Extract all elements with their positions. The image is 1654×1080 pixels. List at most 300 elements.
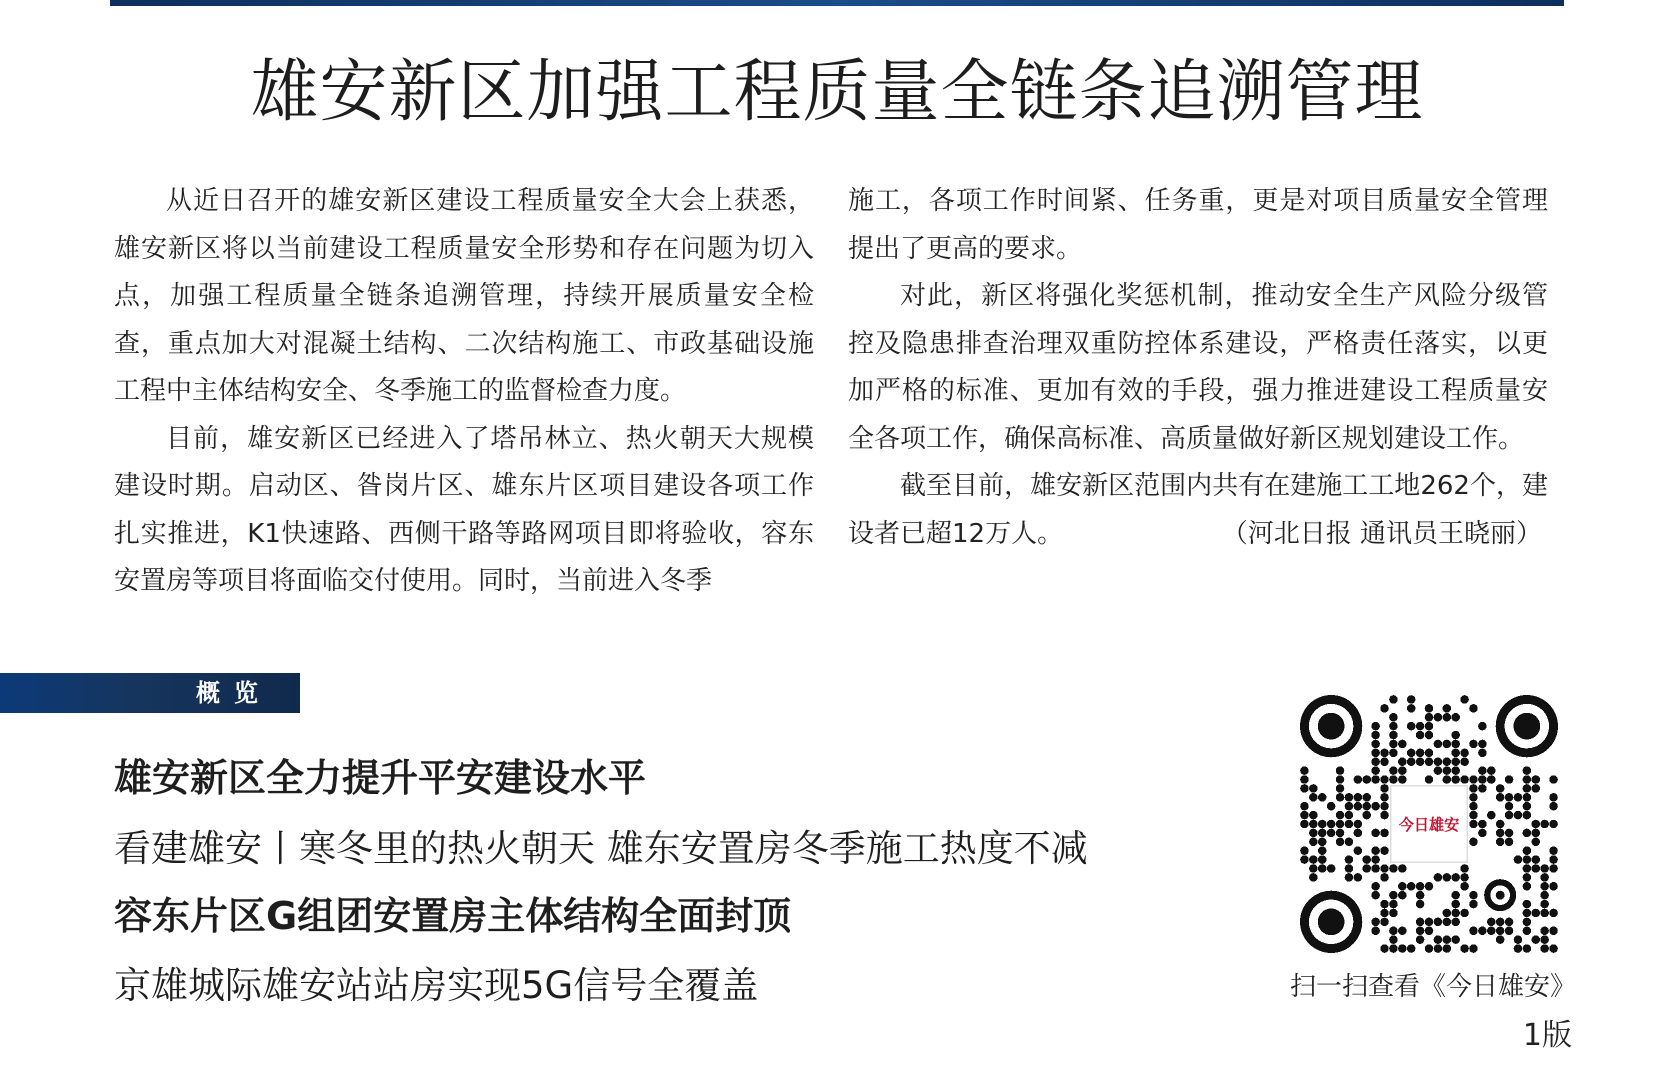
qr-module <box>1318 864 1327 873</box>
overview-link-3[interactable]: 容东片区G组团安置房主体结构全面封顶 <box>114 894 792 938</box>
qr-module <box>1380 802 1389 811</box>
qr-module <box>1389 944 1398 953</box>
qr-module <box>1416 891 1425 900</box>
qr-module <box>1469 793 1478 802</box>
qr-module <box>1478 784 1487 793</box>
qr-module <box>1434 713 1443 722</box>
overview-link-4[interactable]: 京雄城际雄安站站房实现5G信号全覆盖 <box>114 964 759 1007</box>
qr-module <box>1318 855 1327 864</box>
qr-module <box>1549 775 1558 784</box>
qr-module <box>1309 820 1318 829</box>
top-rule <box>110 0 1564 6</box>
qr-module <box>1540 909 1549 918</box>
qr-module <box>1523 900 1532 909</box>
qr-module <box>1345 793 1354 802</box>
qr-module <box>1380 784 1389 793</box>
qr-module <box>1354 802 1363 811</box>
qr-module <box>1540 944 1549 953</box>
qr-module <box>1354 873 1363 882</box>
qr-module <box>1416 900 1425 909</box>
qr-module <box>1309 864 1318 873</box>
qr-module <box>1451 757 1460 766</box>
qr-module <box>1443 704 1452 713</box>
qr-module <box>1425 722 1434 731</box>
qr-module <box>1451 900 1460 909</box>
qr-module <box>1300 855 1309 864</box>
paragraph: 目前，雄安新区已经进入了塔吊林立、热火朝天大规模建设时期。启动区、昝岗片区、雄东片区项目建设各项工作扎实推进，K1快速路、西侧干路等路网项目即将验收，容东安置房等项目将面临交付使用。同时，当前进入冬季 <box>114 423 814 596</box>
qr-module <box>1505 811 1514 820</box>
qr-module <box>1318 846 1327 855</box>
qr-module <box>1318 829 1327 838</box>
qr-module <box>1398 926 1407 935</box>
qr-module <box>1407 882 1416 891</box>
qr-module <box>1540 864 1549 873</box>
qr-module <box>1531 855 1540 864</box>
qr-module <box>1309 793 1318 802</box>
qr-module <box>1407 749 1416 758</box>
qr-module <box>1478 775 1487 784</box>
qr-module <box>1380 793 1389 802</box>
qr-module <box>1523 846 1532 855</box>
qr-logo-text: 今日雄安 <box>1398 816 1460 835</box>
qr-module <box>1389 713 1398 722</box>
qr-module <box>1496 784 1505 793</box>
qr-module <box>1389 775 1398 784</box>
qr-module <box>1371 891 1380 900</box>
qr-module <box>1380 900 1389 909</box>
qr-module <box>1389 864 1398 873</box>
qr-module <box>1318 820 1327 829</box>
qr-module <box>1460 775 1469 784</box>
qr-module <box>1469 802 1478 811</box>
qr-finder-top-left <box>1300 695 1362 757</box>
qr-module <box>1309 855 1318 864</box>
qr-module <box>1380 811 1389 820</box>
qr-module <box>1443 909 1452 918</box>
qr-module <box>1354 829 1363 838</box>
paragraph: 施工，各项工作时间紧、任务重，更是对项目质量安全管理提出了更高的要求。 <box>848 186 1548 264</box>
qr-module <box>1549 855 1558 864</box>
qr-module <box>1434 757 1443 766</box>
qr-module <box>1451 731 1460 740</box>
qr-module <box>1398 864 1407 873</box>
qr-module <box>1540 873 1549 882</box>
qr-module <box>1523 855 1532 864</box>
qr-module <box>1540 935 1549 944</box>
qr-module <box>1487 775 1496 784</box>
qr-module <box>1478 766 1487 775</box>
qr-module <box>1434 935 1443 944</box>
qr-module <box>1416 926 1425 935</box>
qr-module <box>1496 829 1505 838</box>
qr-module <box>1505 793 1514 802</box>
qr-module <box>1416 935 1425 944</box>
qr-module <box>1523 909 1532 918</box>
qr-module <box>1460 882 1469 891</box>
qr-module <box>1327 829 1336 838</box>
qr-module <box>1327 820 1336 829</box>
qr-module <box>1398 757 1407 766</box>
qr-module <box>1523 784 1532 793</box>
qr-module <box>1451 740 1460 749</box>
qr-module <box>1451 918 1460 927</box>
qr-module <box>1451 775 1460 784</box>
qr-module <box>1371 855 1380 864</box>
qr-caption: 扫一扫查看《今日雄安》 <box>1289 972 1576 1002</box>
qr-module <box>1443 766 1452 775</box>
qr-module <box>1336 766 1345 775</box>
qr-module <box>1549 864 1558 873</box>
qr-module <box>1540 900 1549 909</box>
qr-module <box>1407 944 1416 953</box>
qr-module <box>1345 838 1354 847</box>
qr-module <box>1505 838 1514 847</box>
qr-module <box>1531 829 1540 838</box>
qr-code[interactable] <box>1300 695 1558 953</box>
qr-module <box>1531 775 1540 784</box>
qr-finder-top-right <box>1496 695 1558 757</box>
qr-module <box>1354 846 1363 855</box>
qr-module <box>1434 944 1443 953</box>
qr-module <box>1389 900 1398 909</box>
qr-module <box>1523 766 1532 775</box>
qr-module <box>1327 864 1336 873</box>
qr-module <box>1451 713 1460 722</box>
qr-module <box>1434 766 1443 775</box>
qr-module <box>1451 891 1460 900</box>
article-column-right <box>848 178 1548 558</box>
qr-module <box>1309 829 1318 838</box>
qr-module <box>1460 695 1469 704</box>
qr-module <box>1300 820 1309 829</box>
qr-module <box>1469 704 1478 713</box>
qr-module <box>1531 909 1540 918</box>
qr-module <box>1469 926 1478 935</box>
overview-link-1[interactable]: 雄安新区全力提升平安建设水平 <box>114 756 647 800</box>
qr-module <box>1523 829 1532 838</box>
qr-module <box>1434 918 1443 927</box>
qr-module <box>1505 926 1514 935</box>
qr-module <box>1478 829 1487 838</box>
qr-module <box>1371 749 1380 758</box>
qr-module <box>1416 882 1425 891</box>
qr-module <box>1469 891 1478 900</box>
qr-module <box>1540 820 1549 829</box>
qr-module <box>1336 820 1345 829</box>
qr-module <box>1478 740 1487 749</box>
qr-module <box>1380 846 1389 855</box>
qr-module <box>1549 846 1558 855</box>
qr-module <box>1398 944 1407 953</box>
qr-module <box>1425 757 1434 766</box>
qr-module <box>1318 793 1327 802</box>
qr-module <box>1345 802 1354 811</box>
qr-module <box>1407 722 1416 731</box>
qr-module <box>1460 864 1469 873</box>
overview-section-header <box>0 673 300 713</box>
page-number: 1版 <box>1522 1018 1572 1053</box>
qr-module <box>1336 829 1345 838</box>
qr-module <box>1451 909 1460 918</box>
qr-module <box>1434 873 1443 882</box>
qr-module <box>1398 740 1407 749</box>
qr-module <box>1389 935 1398 944</box>
qr-module <box>1389 766 1398 775</box>
qr-module <box>1443 740 1452 749</box>
qr-module <box>1380 918 1389 927</box>
qr-module <box>1416 722 1425 731</box>
qr-module <box>1505 802 1514 811</box>
qr-module <box>1460 757 1469 766</box>
qr-module <box>1460 749 1469 758</box>
qr-module <box>1380 944 1389 953</box>
paragraph: 从近日召开的雄安新区建设工程质量安全大会上获悉，雄安新区将以当前建设工程质量安全形势和存在问题为切入点，加强工程质量全链条追溯管理，持续开展质量安全检查，重点加大对混凝土结构、二次结构施工、市政基础设施工程中主体结构安全、冬季施工的监督检查力度。 <box>114 186 814 406</box>
qr-module <box>1416 918 1425 927</box>
qr-module <box>1354 775 1363 784</box>
qr-module <box>1531 784 1540 793</box>
qr-module <box>1407 757 1416 766</box>
qr-module <box>1540 882 1549 891</box>
qr-module <box>1549 793 1558 802</box>
qr-module <box>1354 793 1363 802</box>
qr-module <box>1434 740 1443 749</box>
qr-module <box>1469 820 1478 829</box>
qr-module <box>1371 882 1380 891</box>
qr-module <box>1380 829 1389 838</box>
qr-module <box>1300 846 1309 855</box>
qr-module <box>1380 749 1389 758</box>
qr-module <box>1300 811 1309 820</box>
qr-module <box>1389 926 1398 935</box>
article-column-left <box>114 178 814 606</box>
qr-module <box>1389 695 1398 704</box>
qr-module <box>1540 891 1549 900</box>
qr-module <box>1318 838 1327 847</box>
qr-module <box>1371 864 1380 873</box>
qr-module <box>1549 820 1558 829</box>
qr-module <box>1487 811 1496 820</box>
qr-module <box>1469 775 1478 784</box>
qr-module <box>1496 926 1505 935</box>
qr-module <box>1371 918 1380 927</box>
qr-module <box>1505 775 1514 784</box>
qr-module <box>1478 749 1487 758</box>
qr-module <box>1407 704 1416 713</box>
qr-module <box>1514 944 1523 953</box>
qr-module <box>1451 935 1460 944</box>
qr-module <box>1478 926 1487 935</box>
qr-module <box>1336 775 1345 784</box>
qr-module <box>1300 784 1309 793</box>
qr-module <box>1345 811 1354 820</box>
overview-link-2[interactable]: 看建雄安丨寒冬里的热火朝天 雄东安置房冬季施工热度不减 <box>114 827 1088 870</box>
qr-module <box>1416 757 1425 766</box>
qr-module <box>1398 891 1407 900</box>
qr-module <box>1345 855 1354 864</box>
qr-module <box>1496 838 1505 847</box>
qr-module <box>1336 838 1345 847</box>
qr-module <box>1380 873 1389 882</box>
qr-module <box>1425 731 1434 740</box>
qr-module <box>1389 909 1398 918</box>
qr-module <box>1300 775 1309 784</box>
qr-module <box>1425 918 1434 927</box>
qr-module <box>1362 811 1371 820</box>
qr-module <box>1514 793 1523 802</box>
qr-module <box>1451 873 1460 882</box>
qr-module <box>1469 944 1478 953</box>
qr-module <box>1443 713 1452 722</box>
qr-module <box>1469 900 1478 909</box>
qr-module <box>1425 749 1434 758</box>
qr-module <box>1380 864 1389 873</box>
qr-module <box>1523 918 1532 927</box>
qr-module <box>1309 811 1318 820</box>
qr-module <box>1371 766 1380 775</box>
qr-module <box>1549 802 1558 811</box>
qr-module <box>1523 793 1532 802</box>
qr-module <box>1460 873 1469 882</box>
paragraph-text: 截至目前，雄安新区范围内共有在建施工工地262个，建设者已超12万人。 <box>848 471 1548 549</box>
qr-module <box>1425 775 1434 784</box>
qr-module <box>1549 926 1558 935</box>
qr-module <box>1523 864 1532 873</box>
qr-module <box>1371 757 1380 766</box>
qr-module <box>1531 864 1540 873</box>
qr-module <box>1362 775 1371 784</box>
qr-module <box>1309 784 1318 793</box>
qr-module <box>1523 873 1532 882</box>
qr-module <box>1523 882 1532 891</box>
qr-module <box>1469 811 1478 820</box>
qr-module <box>1505 829 1514 838</box>
qr-module <box>1425 882 1434 891</box>
qr-module <box>1371 775 1380 784</box>
qr-module <box>1354 820 1363 829</box>
headline: 雄安新区加强工程质量全链条追溯管理 <box>250 53 1424 132</box>
qr-module <box>1389 731 1398 740</box>
qr-module <box>1345 873 1354 882</box>
qr-module <box>1389 749 1398 758</box>
qr-module <box>1540 926 1549 935</box>
qr-module <box>1336 784 1345 793</box>
qr-module <box>1371 722 1380 731</box>
qr-module <box>1336 811 1345 820</box>
qr-finder-bottom-left <box>1300 891 1362 953</box>
byline: （河北日报 通讯员王晓丽） <box>1221 518 1542 549</box>
qr-module <box>1300 802 1309 811</box>
qr-module <box>1425 713 1434 722</box>
qr-module <box>1389 740 1398 749</box>
qr-module <box>1496 935 1505 944</box>
qr-module <box>1425 926 1434 935</box>
qr-module <box>1514 935 1523 944</box>
qr-module <box>1443 775 1452 784</box>
qr-module <box>1380 909 1389 918</box>
qr-module <box>1451 766 1460 775</box>
qr-module <box>1362 793 1371 802</box>
qr-module <box>1443 918 1452 927</box>
qr-module <box>1549 909 1558 918</box>
qr-module <box>1389 722 1398 731</box>
qr-module <box>1416 749 1425 758</box>
qr-module <box>1496 793 1505 802</box>
qr-module <box>1523 802 1532 811</box>
qr-module <box>1523 775 1532 784</box>
qr-module <box>1531 838 1540 847</box>
qr-module <box>1425 944 1434 953</box>
qr-module <box>1523 926 1532 935</box>
qr-module <box>1309 838 1318 847</box>
qr-module <box>1389 891 1398 900</box>
qr-module <box>1514 855 1523 864</box>
qr-module <box>1380 775 1389 784</box>
qr-module <box>1496 918 1505 927</box>
qr-module <box>1478 722 1487 731</box>
qr-module <box>1371 802 1380 811</box>
qr-module <box>1371 731 1380 740</box>
qr-module <box>1443 944 1452 953</box>
qr-module <box>1416 731 1425 740</box>
qr-module <box>1309 873 1318 882</box>
qr-module <box>1531 935 1540 944</box>
qr-module <box>1460 944 1469 953</box>
qr-module <box>1443 873 1452 882</box>
qr-module <box>1549 944 1558 953</box>
qr-module <box>1443 757 1452 766</box>
qr-module <box>1496 820 1505 829</box>
qr-module <box>1523 944 1532 953</box>
qr-module <box>1469 784 1478 793</box>
qr-alignment-mark <box>1484 879 1516 911</box>
qr-module <box>1380 757 1389 766</box>
qr-module <box>1531 820 1540 829</box>
qr-module <box>1514 811 1523 820</box>
qr-module <box>1398 775 1407 784</box>
qr-module <box>1362 802 1371 811</box>
qr-module <box>1398 766 1407 775</box>
qr-module <box>1478 820 1487 829</box>
qr-module <box>1362 855 1371 864</box>
qr-module <box>1460 909 1469 918</box>
qr-module <box>1380 704 1389 713</box>
qr-module <box>1451 749 1460 758</box>
qr-module <box>1371 846 1380 855</box>
overview-label: 概览 <box>196 679 272 707</box>
qr-module <box>1549 882 1558 891</box>
qr-module <box>1371 926 1380 935</box>
qr-module <box>1336 793 1345 802</box>
paragraph: 对此，新区将强化奖惩机制，推动安全生产风险分级管控及隐患排查治理双重防控体系建设，严格责任落实，以更加严格的标准、更加有效的手段，强力推进建设工程质量安全各项工作，确保高标准、高质量做好新区规划建设工作。 <box>848 281 1548 454</box>
qr-module <box>1345 864 1354 873</box>
paragraph <box>848 463 1548 558</box>
qr-module <box>1487 926 1496 935</box>
qr-module <box>1425 704 1434 713</box>
qr-module <box>1407 695 1416 704</box>
qr-module <box>1469 838 1478 847</box>
qr-module <box>1371 829 1380 838</box>
qr-module <box>1300 766 1309 775</box>
qr-module <box>1371 740 1380 749</box>
qr-module <box>1362 864 1371 873</box>
qr-module <box>1443 935 1452 944</box>
qr-module <box>1327 802 1336 811</box>
qr-module <box>1487 918 1496 927</box>
qr-module <box>1345 820 1354 829</box>
qr-module <box>1505 918 1514 927</box>
qr-module <box>1469 740 1478 749</box>
qr-module <box>1523 811 1532 820</box>
